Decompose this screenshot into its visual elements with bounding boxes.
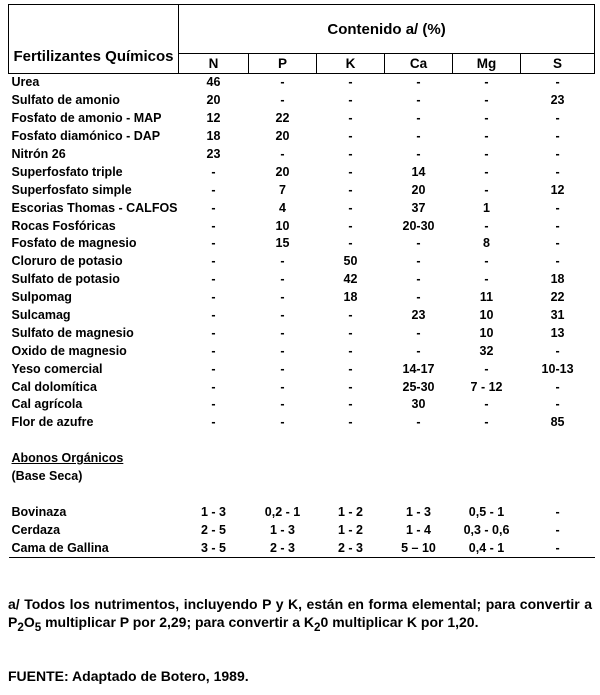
value-cell-p: - <box>280 147 285 161</box>
value-cell-p: - <box>280 325 285 340</box>
column-header-mg: Mg <box>453 54 521 74</box>
value-cell-s: - <box>555 75 560 90</box>
fertilizer-name: Bovinaza <box>11 504 67 519</box>
value-cell-ca: 14 <box>411 164 426 179</box>
value-cell-k: 1 - 2 <box>337 522 363 537</box>
value-cell-n: 46 <box>206 75 221 90</box>
value-cell-s: - <box>555 504 560 519</box>
value-cell-p: 0,2 - 1 <box>264 504 301 519</box>
source-note: FUENTE: Adaptado de Botero, 1989. <box>8 668 249 684</box>
column-header-ca: Ca <box>385 54 453 74</box>
value-cell-p: 10 <box>275 218 290 233</box>
table-row <box>9 414 595 432</box>
value-cell-mg: - <box>484 415 489 430</box>
value-cell-s: 13 <box>550 325 565 340</box>
value-cell-n: - <box>211 343 216 358</box>
value-cell-p: - <box>280 272 285 287</box>
table-row <box>9 521 595 539</box>
fertilizer-name: Yeso comercial <box>11 361 103 376</box>
value-cell-ca: 5 – 10 <box>385 539 453 557</box>
value-cell-p: 2 - 3 <box>249 539 317 557</box>
value-cell-n: - <box>211 236 216 251</box>
fertilizer-name: Cloruro de potasio <box>11 254 123 269</box>
value-cell-mg: 0,4 - 1 <box>453 539 521 557</box>
table-row <box>9 235 595 253</box>
table-body <box>9 74 595 558</box>
value-cell-k: - <box>348 129 353 144</box>
value-cell-n: - <box>211 164 216 179</box>
table-row <box>9 289 595 307</box>
value-cell-s: - <box>555 200 560 215</box>
value-cell-n: - <box>211 379 216 394</box>
value-cell-k: 18 <box>343 290 358 305</box>
value-cell-s: - <box>555 111 560 126</box>
table-row <box>9 110 595 128</box>
value-cell-s: 23 <box>550 93 565 108</box>
organic-title <box>9 450 595 468</box>
value-cell-mg: - <box>484 75 489 90</box>
fertilizer-name: Cal dolomítica <box>11 379 97 394</box>
value-cell-ca: 37 <box>411 200 426 215</box>
value-cell-s: 22 <box>550 290 565 305</box>
value-cell-n: 20 <box>206 93 221 108</box>
value-cell-mg: 32 <box>479 343 494 358</box>
value-cell-ca: - <box>416 111 421 126</box>
footnote-mid: multiplicar P por 2,29; para convertir a K <box>41 613 315 630</box>
value-cell-k: - <box>348 164 353 179</box>
table-row <box>9 181 595 199</box>
value-cell-k: - <box>348 308 353 323</box>
table-row <box>9 378 595 396</box>
value-cell-mg: - <box>484 272 489 287</box>
value-cell-p: - <box>280 93 285 108</box>
column-header-k: K <box>317 54 385 74</box>
value-cell-p: 1 - 3 <box>269 522 295 537</box>
value-cell-mg: - <box>484 218 489 233</box>
fertilizer-name: Superfosfato triple <box>11 164 123 179</box>
value-cell-ca: - <box>416 236 421 251</box>
spacer-row <box>9 432 595 450</box>
value-cell-mg: - <box>484 93 489 108</box>
fertilizer-name: Oxido de magnesio <box>11 343 127 358</box>
table-row <box>9 307 595 325</box>
value-cell-mg: - <box>484 111 489 126</box>
value-cell-k: - <box>348 93 353 108</box>
value-cell-p: - <box>280 343 285 358</box>
value-cell-n: 3 - 5 <box>179 539 249 557</box>
group-header: Contenido a/ (%) <box>179 5 595 54</box>
value-cell-p: - <box>280 361 285 376</box>
table-row <box>9 199 595 217</box>
column-header-p: P <box>249 54 317 74</box>
value-cell-mg: 8 <box>483 236 490 251</box>
value-cell-s: - <box>555 343 560 358</box>
value-cell-ca: - <box>416 290 421 305</box>
value-cell-p: 22 <box>275 111 290 126</box>
fertilizer-name: Cerdaza <box>11 522 61 537</box>
value-cell-n: 23 <box>206 147 221 161</box>
value-cell-s: 18 <box>550 272 565 287</box>
value-cell-ca: 23 <box>411 308 426 323</box>
table-row <box>9 360 595 378</box>
spacer-cell <box>9 485 595 503</box>
value-cell-p: - <box>280 415 285 430</box>
value-cell-k: - <box>348 325 353 340</box>
value-cell-s: - <box>555 236 560 251</box>
fertilizer-name: Fosfato diamónico - DAP <box>11 129 161 144</box>
fertilizer-name: Escorias Thomas - CALFOS <box>11 200 178 215</box>
value-cell-mg: - <box>484 361 489 376</box>
fertilizer-name: Superfosfato simple <box>11 182 132 197</box>
fertilizer-table-wrapper <box>8 4 594 558</box>
value-cell-n: - <box>211 272 216 287</box>
value-cell-mg: 7 - 12 <box>470 379 503 394</box>
value-cell-ca: 30 <box>411 397 426 412</box>
footnote-suffix: 0 multiplicar K por 1,20. <box>320 613 479 630</box>
value-cell-k: - <box>348 236 353 251</box>
value-cell-s: 31 <box>550 308 565 323</box>
fertilizer-name: Sulcamag <box>11 308 71 323</box>
footnote-k2o-sub: 2 <box>314 620 321 634</box>
column-header-s: S <box>521 54 595 74</box>
value-cell-ca: 25-30 <box>402 379 435 394</box>
value-cell-ca: 1 - 4 <box>405 522 431 537</box>
value-cell-s: 10-13 <box>541 361 574 376</box>
table-row <box>9 271 595 289</box>
value-cell-k: - <box>348 415 353 430</box>
value-cell-mg: 10 <box>479 325 494 340</box>
value-cell-p: - <box>280 254 285 269</box>
value-cell-ca: - <box>416 75 421 90</box>
organic-subtitle-cell <box>9 468 595 486</box>
value-cell-k: - <box>348 147 353 161</box>
table-row <box>9 217 595 235</box>
value-cell-ca: 14-17 <box>402 361 435 376</box>
value-cell-k: - <box>348 218 353 233</box>
value-cell-n: - <box>211 415 216 430</box>
table-row <box>9 74 595 92</box>
fertilizer-name: Rocas Fosfóricas <box>11 218 116 233</box>
value-cell-ca: - <box>416 254 421 269</box>
table-row <box>9 128 595 146</box>
value-cell-n: - <box>211 254 216 269</box>
value-cell-s: - <box>555 397 560 412</box>
fertilizer-name: Nitrón 26 <box>11 147 66 161</box>
value-cell-n: 18 <box>206 129 221 144</box>
value-cell-p: 4 <box>279 200 286 215</box>
value-cell-n: - <box>211 200 216 215</box>
value-cell-mg: 11 <box>479 290 494 305</box>
value-cell-mg: 1 <box>483 200 490 215</box>
footnote-p2o5-sub1: 2 <box>17 620 24 634</box>
organic-subtitle-text: (Base Seca) <box>11 469 83 484</box>
value-cell-n: - <box>211 397 216 412</box>
fertilizer-name: Urea <box>11 75 40 90</box>
fertilizer-name: Flor de azufre <box>11 415 94 430</box>
value-cell-k: - <box>348 111 353 126</box>
value-cell-k: - <box>348 75 353 90</box>
footnote-prefix: a/ Todos los nutrimentos, incluyendo P y K, están en forma elemental; para convertir a P <box>8 596 592 630</box>
value-cell-p: 20 <box>275 164 290 179</box>
fertilizer-name: Sulpomag <box>11 290 72 305</box>
fertilizer-name: Cal agrícola <box>11 397 83 412</box>
row-header: Fertilizantes Químicos <box>9 5 179 74</box>
value-cell-s: - <box>555 147 560 161</box>
table-row <box>9 146 595 164</box>
value-cell-k: - <box>348 397 353 412</box>
fertilizer-name: Fosfato de amonio - MAP <box>11 111 162 126</box>
value-cell-mg: - <box>484 397 489 412</box>
fertilizer-name: Cama de Gallina <box>9 539 179 557</box>
value-cell-p: - <box>280 75 285 90</box>
value-cell-mg: 0,3 - 0,6 <box>463 522 510 537</box>
value-cell-k: - <box>348 379 353 394</box>
value-cell-p: - <box>280 290 285 305</box>
value-cell-mg: 10 <box>479 308 494 323</box>
value-cell-p: 20 <box>275 129 290 144</box>
value-cell-ca: - <box>416 325 421 340</box>
organic-title-text: Abonos Orgánicos <box>11 451 124 466</box>
table-row <box>9 92 595 110</box>
fertilizer-name: Sulfato de magnesio <box>11 325 134 340</box>
value-cell-ca: - <box>416 272 421 287</box>
spacer-cell <box>9 432 595 450</box>
value-cell-k: 2 - 3 <box>317 539 385 557</box>
value-cell-n: 2 - 5 <box>200 522 226 537</box>
value-cell-n: 12 <box>206 111 221 126</box>
value-cell-ca: - <box>416 129 421 144</box>
value-cell-ca: - <box>416 343 421 358</box>
table-row <box>9 253 595 271</box>
value-cell-p: - <box>280 308 285 323</box>
value-cell-s: 85 <box>550 415 565 430</box>
column-header-n: N <box>179 54 249 74</box>
fertilizer-name: Sulfato de amonio <box>11 93 120 108</box>
value-cell-s: 12 <box>550 182 565 197</box>
value-cell-s: - <box>555 164 560 179</box>
footnote-p2o5-sub2: 5 <box>34 620 42 634</box>
value-cell-p: - <box>280 379 285 394</box>
value-cell-k: - <box>348 182 353 197</box>
value-cell-k: - <box>348 343 353 358</box>
value-cell-mg: - <box>484 129 489 144</box>
value-cell-k: - <box>348 361 353 376</box>
value-cell-s: - <box>555 254 560 269</box>
value-cell-ca: 20-30 <box>402 218 435 233</box>
value-cell-k: - <box>348 200 353 215</box>
table-row <box>9 503 595 521</box>
value-cell-p: - <box>280 397 285 412</box>
value-cell-s: - <box>555 129 560 144</box>
value-cell-s: - <box>555 218 560 233</box>
table-row <box>9 163 595 181</box>
table-row <box>9 396 595 414</box>
fertilizer-table <box>8 4 595 558</box>
value-cell-n: - <box>211 182 216 197</box>
value-cell-mg: - <box>484 182 489 197</box>
value-cell-n: - <box>211 361 216 376</box>
table-row <box>9 539 595 557</box>
footnote <box>8 596 592 636</box>
value-cell-n: - <box>211 218 216 233</box>
table-row <box>9 342 595 360</box>
value-cell-ca: 1 - 3 <box>405 504 431 519</box>
footnote-p2o5-mid: O <box>23 613 35 630</box>
value-cell-n: - <box>211 290 216 305</box>
value-cell-k: 42 <box>343 272 358 287</box>
value-cell-s: - <box>521 539 595 557</box>
value-cell-n: - <box>211 325 216 340</box>
value-cell-mg: - <box>484 164 489 179</box>
value-cell-mg: - <box>484 254 489 269</box>
value-cell-p: 15 <box>275 236 290 251</box>
fertilizer-name: Fosfato de magnesio <box>11 236 137 251</box>
value-cell-ca: - <box>416 415 421 430</box>
value-cell-k: 50 <box>343 254 358 269</box>
value-cell-ca: 20 <box>411 182 426 197</box>
value-cell-s: - <box>555 522 560 537</box>
value-cell-ca: - <box>416 93 421 108</box>
value-cell-n: - <box>211 308 216 323</box>
value-cell-n: 1 - 3 <box>200 504 226 519</box>
spacer-row <box>9 485 595 503</box>
value-cell-p: 7 <box>279 182 286 197</box>
value-cell-k: 1 - 2 <box>337 504 363 519</box>
value-cell-mg: 0,5 - 1 <box>468 504 505 519</box>
table-row <box>9 324 595 342</box>
value-cell-s: - <box>555 379 560 394</box>
organic-title-cell <box>9 450 595 468</box>
value-cell-ca: - <box>416 147 421 161</box>
value-cell-mg: - <box>484 147 489 161</box>
organic-subtitle <box>9 468 595 486</box>
fertilizer-name: Sulfato de potasio <box>11 272 120 287</box>
